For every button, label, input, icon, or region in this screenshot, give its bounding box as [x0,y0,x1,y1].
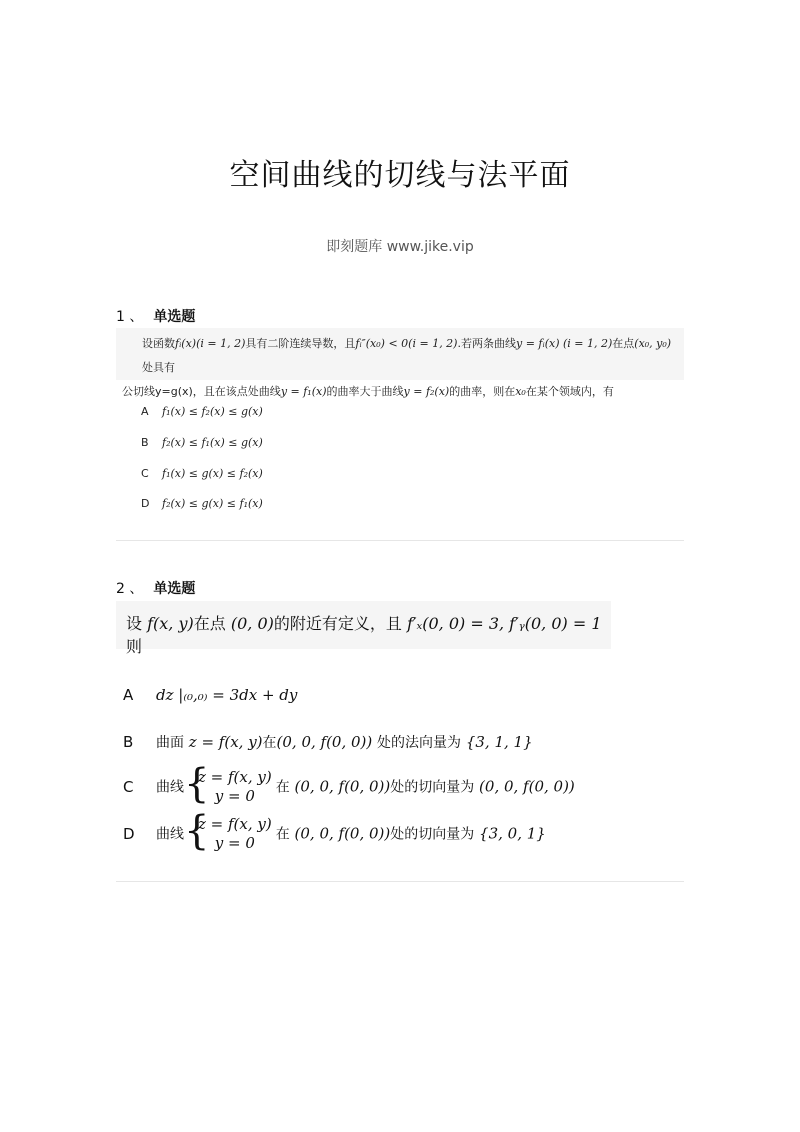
equation-system: { z = f(x, y) y = 0 [184,761,272,807]
divider [116,881,684,882]
question-type: 单选题 [153,309,196,325]
question-2-header [116,578,195,598]
equation-system: { z = f(x, y) y = 0 [184,808,272,854]
question-type: 单选题 [153,581,196,597]
question-1-option-c[interactable]: C f₁(x) ≤ g(x) ≤ f₂(x) [141,467,263,480]
question-1-option-a[interactable]: A f₁(x) ≤ f₂(x) ≤ g(x) [141,405,263,418]
left-brace-icon: { [184,761,210,807]
divider [116,540,684,541]
question-2-option-b[interactable]: B 曲面 z = f(x, y)在(0, 0, f(0, 0)) 处的法向量为 {3, 1, 1} [123,733,533,751]
question-2-stem: 设 f(x, y)在点 (0, 0)的附近有定义，且 f′ₓ(0, 0) = 3, f′ᵧ(0, 0) = 1则 [116,601,611,649]
question-number: 2 、 [116,581,144,597]
question-2-option-d[interactable]: D 曲线 { z = f(x, y) y = 0 在 (0, 0, f(0, 0))处的切向量为 {3, 0, 1} [123,808,546,854]
page-subtitle: 即刻题库 www.jike.vip [326,239,474,255]
page-title: 空间曲线的切线与法平面 [229,158,571,193]
question-1-option-b[interactable]: B f₂(x) ≤ f₁(x) ≤ g(x) [141,436,263,449]
question-1-option-d[interactable]: D f₂(x) ≤ g(x) ≤ f₁(x) [141,497,263,510]
question-number: 1 、 [116,309,144,325]
question-1-stem: 设函数fᵢ(x)(i = 1, 2)具有二阶连续导数，且fᵢ″(x₀) < 0(i = 1, 2).若两条曲线y = fᵢ(x) (i = 1, 2)在点(x₀, y₀)处具有 公切线y=g(x)，且在该点处曲线y = f₁(x)的曲率大于曲线y = f₂(x)的曲率，则在x₀在某个领域内，有 [116,328,684,380]
question-2-option-a[interactable]: A dz |₍₀,₀₎ = 3dx + dy [123,686,298,704]
question-2-option-c[interactable]: C 曲线 { z = f(x, y) y = 0 在 (0, 0, f(0, 0))处的切向量为 (0, 0, f(0, 0)) [123,761,575,807]
left-brace-icon: { [184,808,210,854]
question-1-header [116,306,195,326]
